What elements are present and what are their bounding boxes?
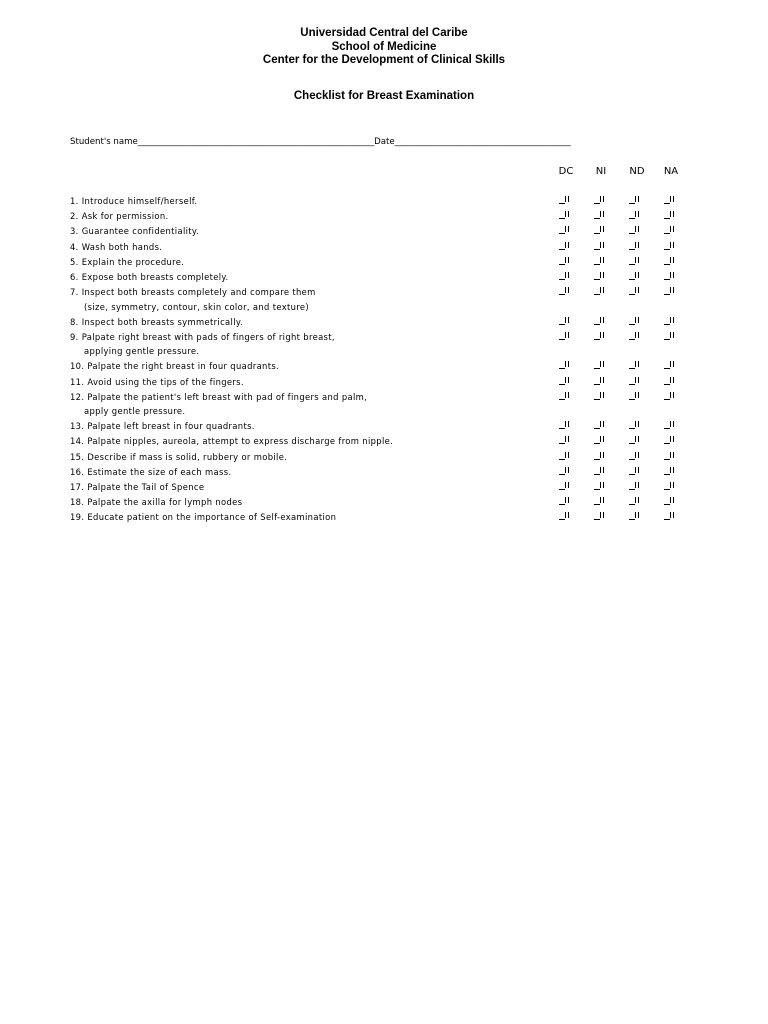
checklist-item-label: 14. Palpate nipples, aureola, attempt to express discharge from nipple. [70,436,394,447]
student-name-field[interactable]: _______________________________________________________ [137,137,375,147]
column-header-nd: ND [629,166,645,177]
checkbox-nd[interactable] [628,225,642,235]
checkbox-dc[interactable] [558,286,572,296]
document-title: Checklist for Breast Examination [293,90,475,102]
checklist-item-text [70,315,540,330]
checkbox-ni[interactable] [593,435,607,445]
checklist-item-label: 11. Avoid using the tips of the fingers. [70,376,244,387]
checkbox-ni[interactable] [593,331,607,341]
checklist-item-text [70,359,540,374]
checklist-item-label: 19. Educate patient on the importance of Self-examination [70,512,337,523]
checklist-item-label-continued: (size, symmetry, contour, skin color, and texture) [84,301,310,312]
checklist-item-label-continued: apply gentle pressure. [84,406,186,417]
checkbox-na[interactable] [663,225,677,235]
checklist-item [0,495,768,510]
checklist-item-label-continued: applying gentle pressure. [84,346,200,357]
checkbox-ni[interactable] [593,210,607,220]
checklist-items [0,194,768,526]
checklist-item-text [70,465,540,480]
checkbox-ni[interactable] [593,271,607,281]
date-field[interactable]: _________________________________________ [394,137,571,147]
checkbox-na[interactable] [663,286,677,296]
checkbox-ni[interactable] [593,286,607,296]
checklist-item-text [70,330,540,359]
checklist-item-label: 7. Inspect both breasts completely and compare them [70,287,316,298]
checklist-item [0,419,768,434]
checklist-item-label: 1. Introduce himself/herself. [70,196,198,206]
checkbox-dc[interactable] [558,316,572,326]
checkbox-nd[interactable] [628,271,642,281]
checklist-item-text [70,390,540,419]
checkbox-nd[interactable] [628,496,642,506]
checkbox-dc[interactable] [558,331,572,341]
checkbox-na[interactable] [663,451,677,461]
checkbox-na[interactable] [663,376,677,386]
checklist-item [0,510,768,525]
checklist-item-label: 5. Explain the procedure. [70,256,185,267]
checklist-column-headers [0,166,768,180]
university-name: Universidad Central del Caribe [300,27,468,39]
checkbox-ni[interactable] [593,360,607,370]
checkbox-nd[interactable] [628,511,642,521]
checklist-item [0,465,768,480]
checkbox-nd[interactable] [628,195,642,205]
checkbox-na[interactable] [663,360,677,370]
checkbox-dc[interactable] [558,195,572,205]
checklist-item-label: 18. Palpate the axilla for lymph nodes [70,497,243,508]
checklist-item [0,434,768,449]
checklist-item [0,209,768,224]
checkbox-ni[interactable] [593,241,607,251]
checkbox-na[interactable] [663,496,677,506]
student-info-line [70,137,680,147]
checkbox-dc[interactable] [558,271,572,281]
checkbox-na[interactable] [663,241,677,251]
checklist-item [0,270,768,285]
school-name: School of Medicine [331,40,437,53]
checklist-item [0,375,768,390]
checklist-item-text [70,240,540,255]
checklist-item-label: 8. Inspect both breasts symmetrically. [70,316,243,327]
checklist-item-text [70,480,540,495]
checkbox-na[interactable] [663,466,677,476]
checkbox-nd[interactable] [628,391,642,401]
checklist-item-label: 6. Expose both breasts completely. [70,271,229,282]
checklist-item [0,194,768,209]
checkbox-na[interactable] [663,420,677,430]
checklist-item [0,390,768,420]
checkbox-nd[interactable] [628,481,642,491]
checkbox-na[interactable] [663,331,677,341]
checklist-item-label: 10. Palpate the right breast in four quadrants. [70,361,280,372]
checklist-item-text [70,270,540,285]
column-header-na: NA [663,166,679,177]
checkbox-dc[interactable] [558,466,572,476]
checkbox-ni[interactable] [593,391,607,401]
checkbox-na[interactable] [663,210,677,220]
checkbox-na[interactable] [663,271,677,281]
checklist-item [0,255,768,270]
checkbox-dc[interactable] [558,360,572,370]
checkbox-dc[interactable] [558,420,572,430]
checklist-item-text [70,255,540,270]
checkbox-ni[interactable] [593,511,607,521]
checkbox-dc[interactable] [558,481,572,491]
checkbox-na[interactable] [663,481,677,491]
checkbox-na[interactable] [663,511,677,521]
checkbox-nd[interactable] [628,420,642,430]
checkbox-nd[interactable] [628,256,642,266]
checklist-item-label: 16. Estimate the size of each mass. [70,466,232,477]
checkbox-nd[interactable] [628,360,642,370]
checklist-item-text [70,450,540,465]
checkbox-dc[interactable] [558,256,572,266]
checkbox-dc[interactable] [558,241,572,251]
checklist-item-label: 12. Palpate the patient's left breast with pad of fingers and palm, [70,391,368,402]
checkbox-na[interactable] [663,316,677,326]
checklist-item-text [70,224,540,239]
checkbox-ni[interactable] [593,451,607,461]
checklist-item [0,359,768,374]
checkbox-ni[interactable] [593,376,607,386]
checkbox-ni[interactable] [593,225,607,235]
checklist-item-label: 17. Palpate the Tail of Spence [70,481,205,492]
checkbox-nd[interactable] [628,210,642,220]
checklist-item [0,285,768,315]
checklist-item [0,330,768,360]
center-name: Center for the Development of Clinical Skills [262,54,506,66]
column-header-dc: DC [558,166,574,177]
checkbox-dc[interactable] [558,496,572,506]
checkbox-nd[interactable] [628,316,642,326]
checkbox-dc[interactable] [558,511,572,521]
document-header [0,27,768,68]
checkbox-na[interactable] [663,391,677,401]
checklist-item-label: 13. Palpate left breast in four quadrants. [70,421,255,432]
checklist-item-text [70,419,540,434]
checkbox-na[interactable] [663,435,677,445]
checkbox-na[interactable] [663,256,677,266]
checkbox-ni[interactable] [593,481,607,491]
checklist-item-text [70,194,540,209]
checkbox-dc[interactable] [558,391,572,401]
checkbox-nd[interactable] [628,451,642,461]
checkbox-dc[interactable] [558,225,572,235]
checkbox-ni[interactable] [593,496,607,506]
checklist-item [0,315,768,330]
checklist-item-text [70,209,540,224]
checklist-item [0,480,768,495]
checklist-item [0,240,768,255]
checklist-item-text [70,285,540,314]
checklist-item-label: 9. Palpate right breast with pads of fingers of right breast, [70,331,335,342]
checkbox-ni[interactable] [593,316,607,326]
checkbox-nd[interactable] [628,376,642,386]
checkbox-dc[interactable] [558,376,572,386]
checklist-item [0,224,768,239]
date-label: Date [374,137,395,147]
checklist-item-label: 2. Ask for permission. [70,211,169,222]
checklist-item-text [70,510,540,525]
checkbox-nd[interactable] [628,435,642,445]
checkbox-na[interactable] [663,195,677,205]
column-header-ni: NI [595,166,607,177]
checklist-item-text [70,375,540,390]
checkbox-ni[interactable] [593,195,607,205]
checkbox-ni[interactable] [593,256,607,266]
checkbox-dc[interactable] [558,210,572,220]
checkbox-nd[interactable] [628,241,642,251]
checklist-item-label: 15. Describe if mass is solid, rubbery or mobile. [70,451,288,462]
checkbox-nd[interactable] [628,286,642,296]
checkbox-ni[interactable] [593,466,607,476]
checkbox-dc[interactable] [558,435,572,445]
checkbox-nd[interactable] [628,466,642,476]
checkbox-ni[interactable] [593,420,607,430]
student-name-label: Student's name [70,137,138,147]
checkbox-dc[interactable] [558,451,572,461]
checklist-item-label: 3. Guarantee confidentiality. [70,226,200,237]
checklist-item [0,450,768,465]
checkbox-nd[interactable] [628,331,642,341]
checklist-item-text [70,495,540,510]
checklist-item-label: 4. Wash both hands. [70,241,163,252]
checklist-item-text [70,434,540,449]
